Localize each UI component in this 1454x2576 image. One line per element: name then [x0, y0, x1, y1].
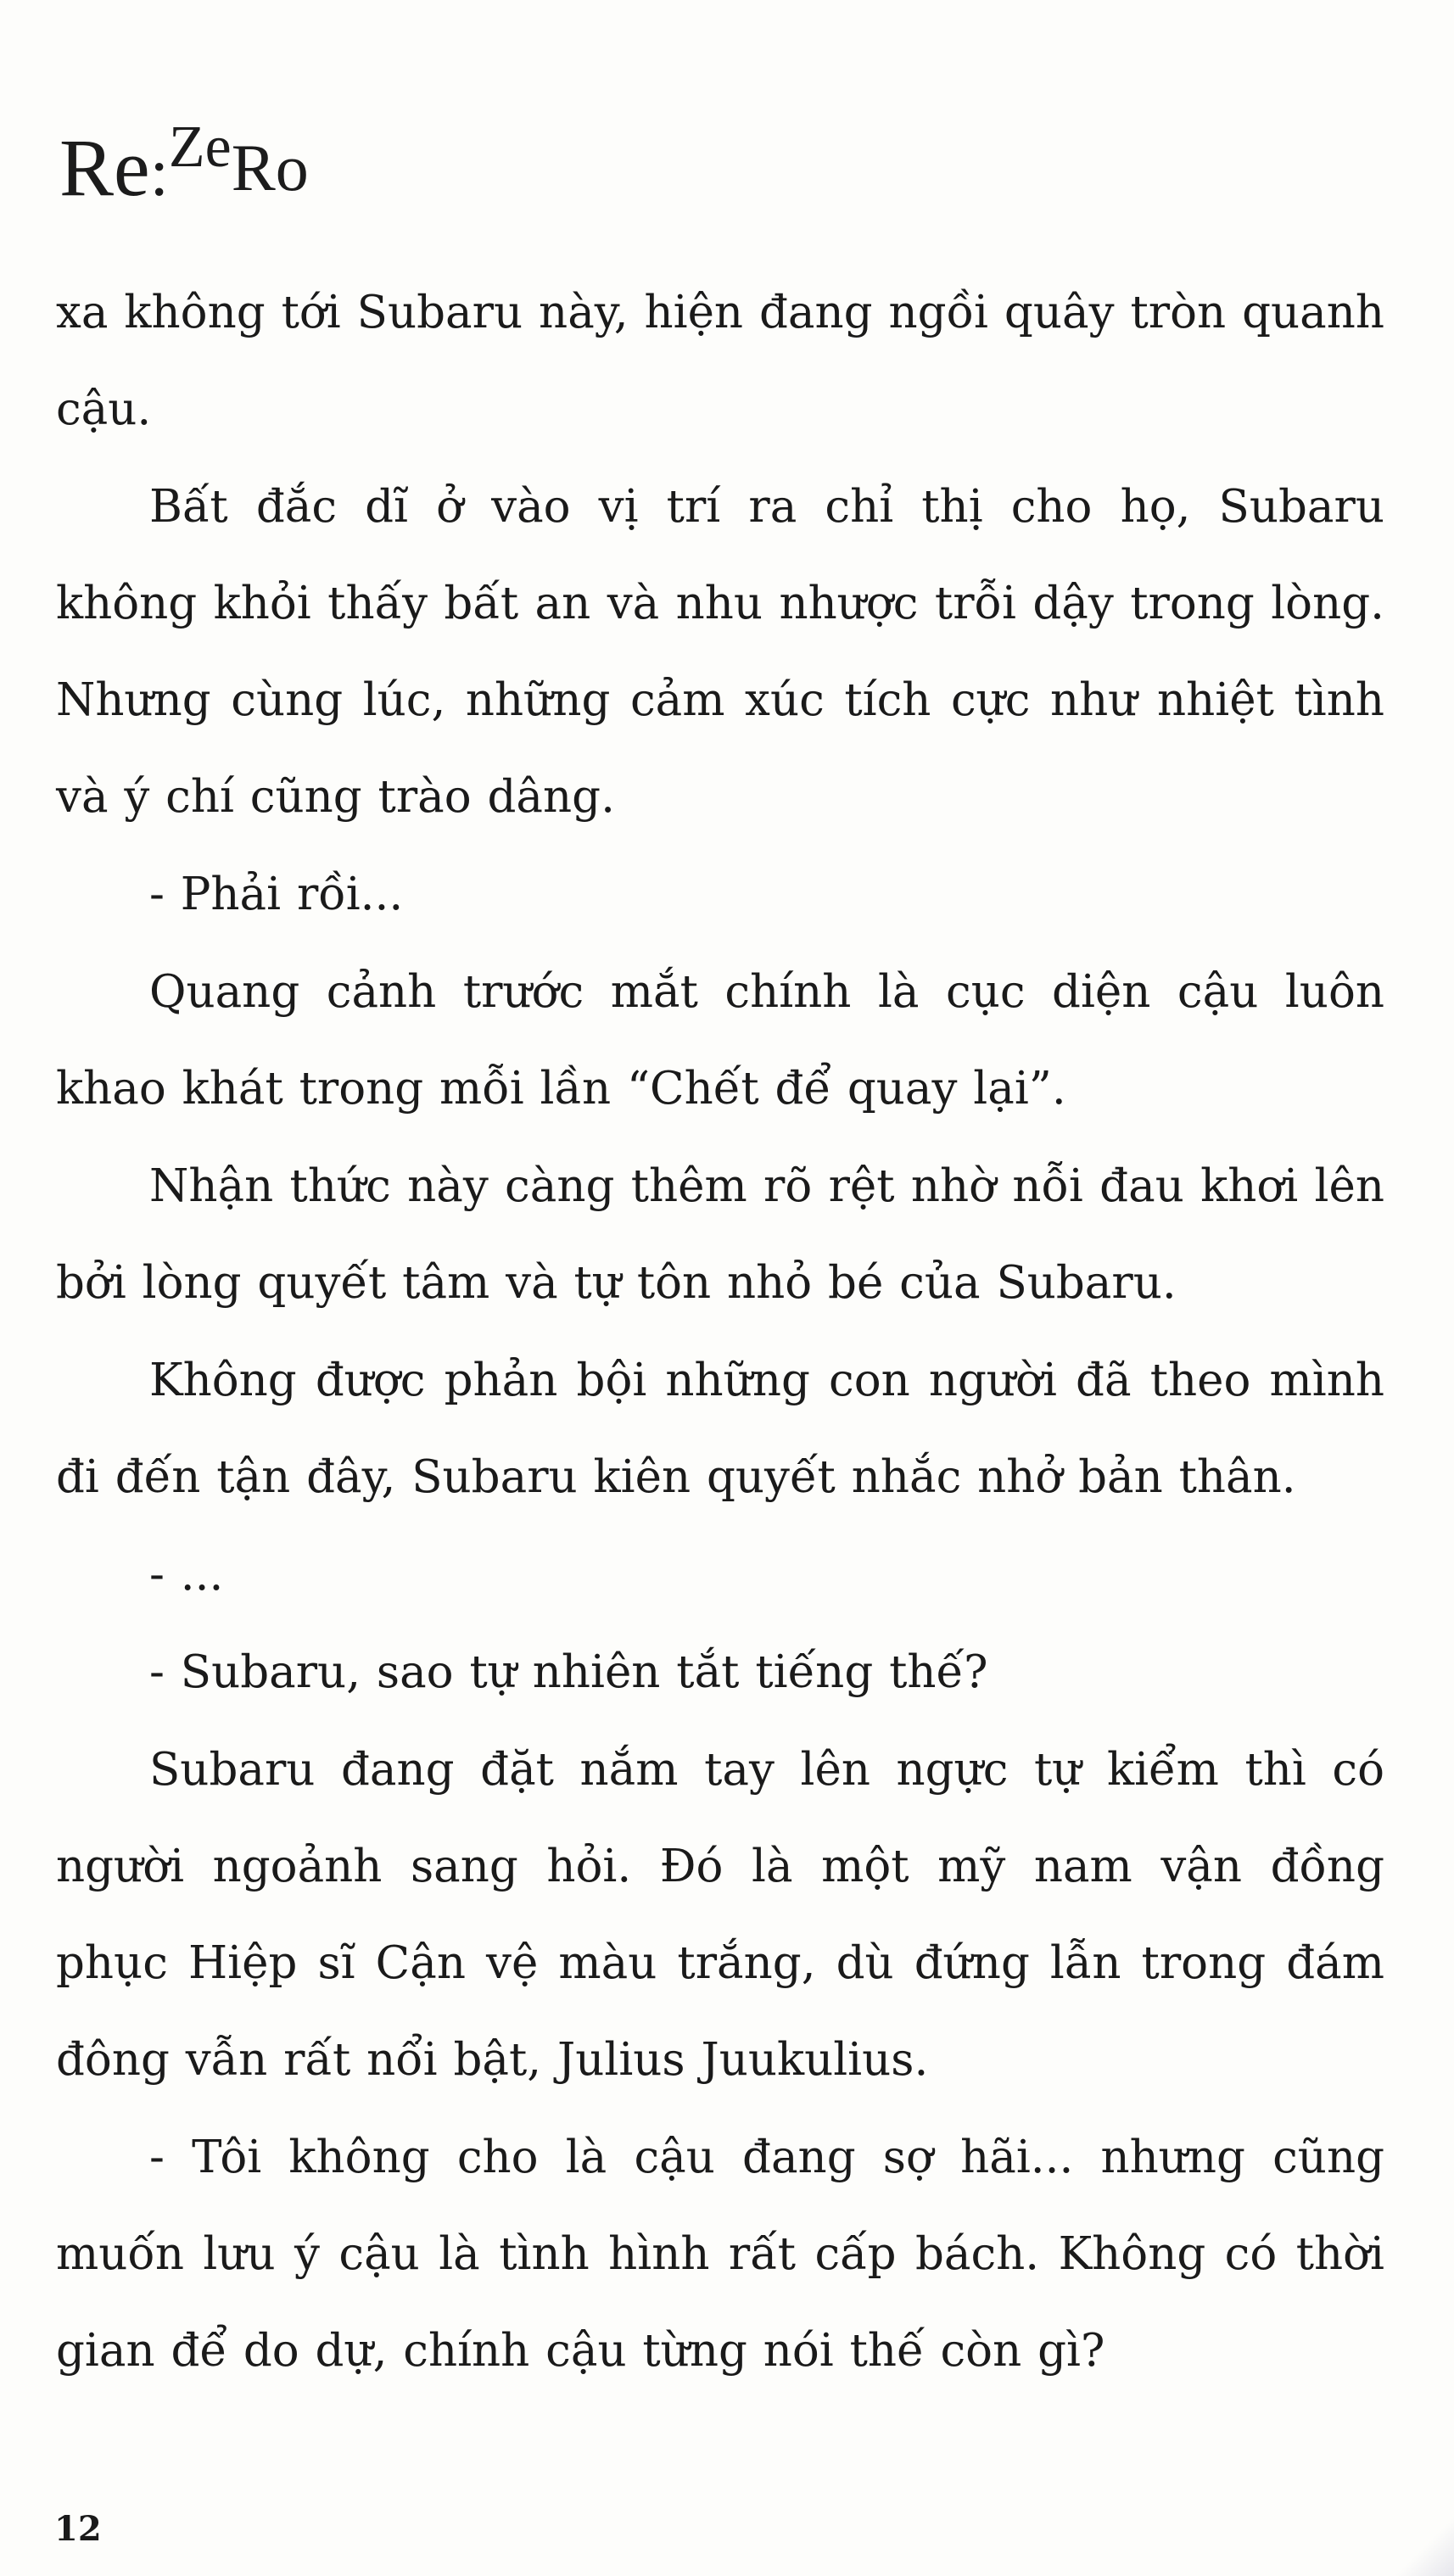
page-body-text — [56, 265, 1384, 2400]
dialogue-line: - Subaru, sao tự nhiên tắt tiếng thế? — [149, 1646, 988, 1698]
paragraph-continuation: xa không tới Subaru này, hiện đang ngồi quây tròn quanh cậu. — [56, 287, 1384, 435]
paragraph: Quang cảnh trước mắt chính là cục diện cậu luôn khao khát trong mỗi lần “Chết để quay lại”. — [56, 966, 1384, 1115]
logo-ze: Ze — [168, 115, 232, 180]
logo-colon: : — [149, 136, 169, 210]
logo-re: Re — [59, 122, 150, 213]
dialogue-line: - Tôi không cho là cậu đang sợ hãi... nhưng cũng muốn lưu ý cậu là tình hình rất cấp bách. Không có thời gian để do dự, chính cậu từng nói thế còn gì? — [56, 2132, 1384, 2377]
page-number: 12 — [54, 2509, 102, 2549]
paragraph: Nhận thức này càng thêm rõ rệt nhờ nỗi đau khơi lên bởi lòng quyết tâm và tự tôn nhỏ bé của Subaru. — [56, 1160, 1384, 1309]
paragraph: Subaru đang đặt nắm tay lên ngực tự kiểm thì có người ngoảnh sang hỏi. Đó là một mỹ nam vận đồng phục Hiệp sĩ Cận vệ màu trắng, dù đứng lẫn trong đám đông vẫn rất nổi bật, Julius Juukulius. — [56, 1744, 1384, 2086]
series-logo — [59, 115, 309, 213]
dialogue-line: - ... — [149, 1549, 224, 1601]
paragraph: Không được phản bội những con người đã theo mình đi đến tận đây, Subaru kiên quyết nhắc nhở bản thân. — [56, 1355, 1384, 1503]
paragraph: Bất đắc dĩ ở vào vị trí ra chỉ thị cho họ, Subaru không khỏi thấy bất an và nhu nhược trỗi dậy trong lòng. Nhưng cùng lúc, những cảm xúc tích cực như nhiệt tình và ý chí cũng trào dâng. — [56, 481, 1384, 823]
dialogue-line: - Phải rồi... — [149, 869, 404, 920]
scan-corner-shadow — [1395, 2517, 1454, 2576]
logo-ro: Ro — [231, 131, 309, 204]
